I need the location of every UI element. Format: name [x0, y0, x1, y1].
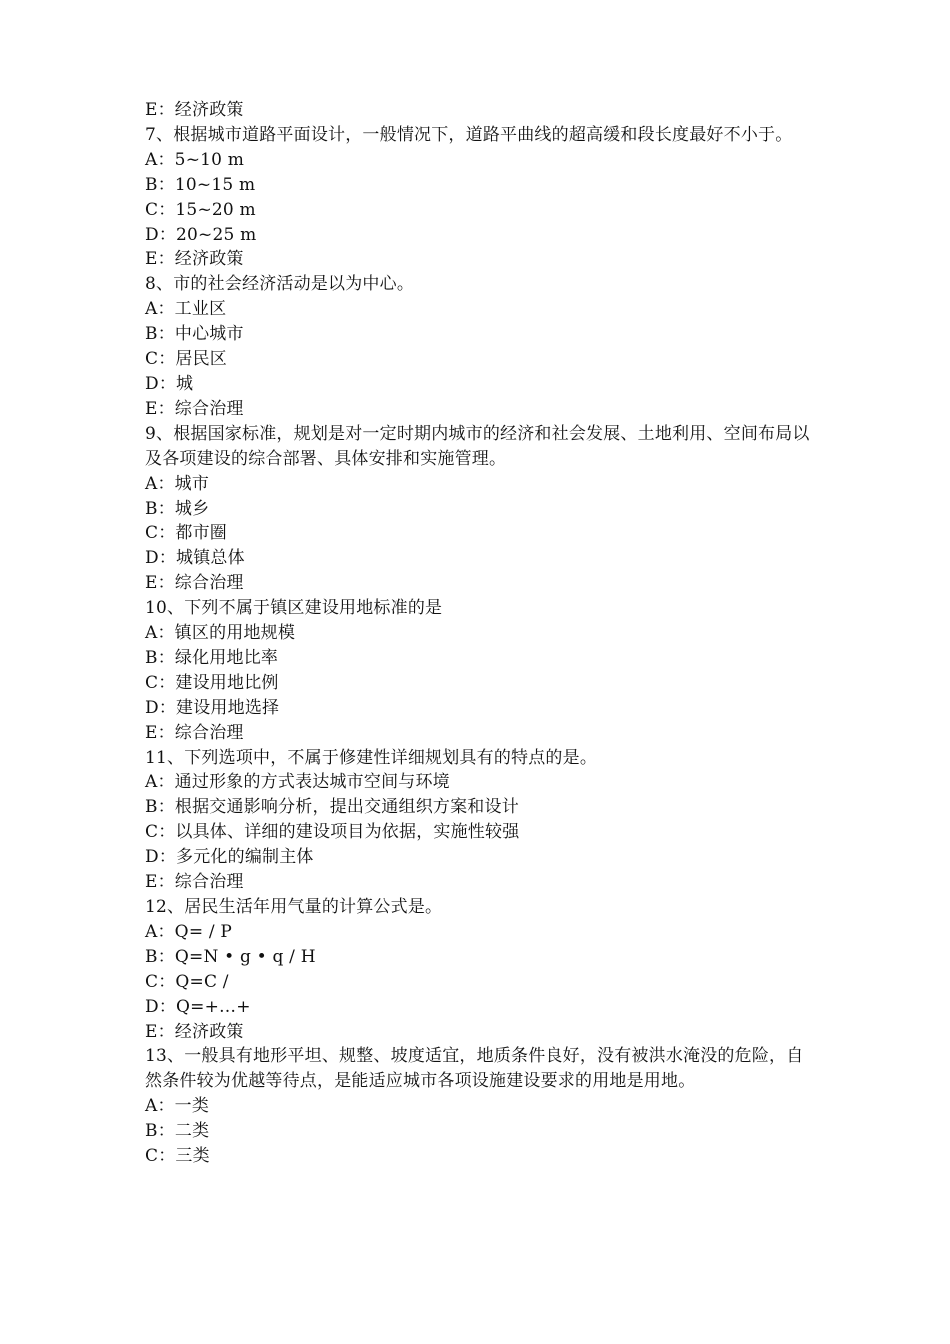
question-text: 7、根据城市道路平面设计，一般情况下，道路平曲线的超高缓和段长度最好不小于。	[145, 124, 793, 145]
answer-option: C：都市圈	[145, 523, 228, 544]
answer-option: A：镇区的用地规模	[145, 623, 296, 644]
answer-option: E：综合治理	[145, 573, 244, 594]
answer-option: C：以具体、详细的建设项目为依据，实施性较强	[145, 822, 520, 843]
answer-option: B：10~15 m	[145, 174, 256, 195]
answer-option: D：城	[145, 373, 194, 394]
question-list	[145, 98, 810, 1169]
answer-option: A：5~10 m	[145, 149, 245, 170]
answer-option: B：Q=N • g • q / H	[145, 946, 316, 967]
answer-option: D：多元化的编制主体	[145, 847, 314, 868]
answer-option: D：20~25 m	[145, 224, 257, 245]
answer-option: E：经济政策	[145, 249, 244, 270]
answer-option: D：城镇总体	[145, 548, 245, 569]
question-text: 11、下列选项中，不属于修建性详细规划具有的特点的是。	[145, 747, 598, 768]
answer-option: A：通过形象的方式表达城市空间与环境	[145, 772, 450, 793]
answer-option: E：经济政策	[145, 1021, 244, 1042]
answer-option: E：综合治理	[145, 872, 244, 893]
answer-option: E：经济政策	[145, 100, 244, 120]
answer-option: D：Q=+…+	[145, 996, 251, 1017]
question-text: 10、下列不属于镇区建设用地标准的是	[145, 598, 443, 619]
question-text: 9、根据国家标准，规划是对一定时期内城市的经济和社会发展、土地利用、空间布局以及各项建设的综合部署、具体安排和实施管理。	[145, 423, 810, 469]
answer-option: B：二类	[145, 1121, 210, 1142]
answer-option: B：中心城市	[145, 324, 244, 345]
answer-option: B：根据交通影响分析，提出交通组织方案和设计	[145, 797, 519, 818]
answer-option: D：建设用地选择	[145, 697, 280, 718]
question-text: 13、一般具有地形平坦、规整、坡度适宜，地质条件良好，没有被洪水淹没的危险，自然条件较为优越等待点，是能适应城市各项设施建设要求的用地是用地。	[145, 1046, 804, 1092]
answer-option: A：工业区	[145, 299, 227, 320]
question-text: 12、居民生活年用气量的计算公式是。	[145, 897, 443, 917]
answer-option: A：Q= / P	[145, 921, 233, 942]
answer-option: C：Q=C /	[145, 971, 229, 992]
answer-option: A：城市	[145, 473, 210, 494]
answer-option: C：建设用地比例	[145, 672, 279, 693]
answer-option: C：15~20 m	[145, 199, 256, 220]
answer-option: E：综合治理	[145, 722, 244, 743]
question-text: 8、市的社会经济活动是以为中心。	[145, 274, 415, 295]
answer-option: C：居民区	[145, 349, 228, 370]
answer-option: E：综合治理	[145, 398, 244, 419]
answer-option: C：三类	[145, 1146, 210, 1167]
answer-option: B：绿化用地比率	[145, 647, 279, 668]
answer-option: A：一类	[145, 1096, 210, 1117]
answer-option: B：城乡	[145, 498, 210, 519]
